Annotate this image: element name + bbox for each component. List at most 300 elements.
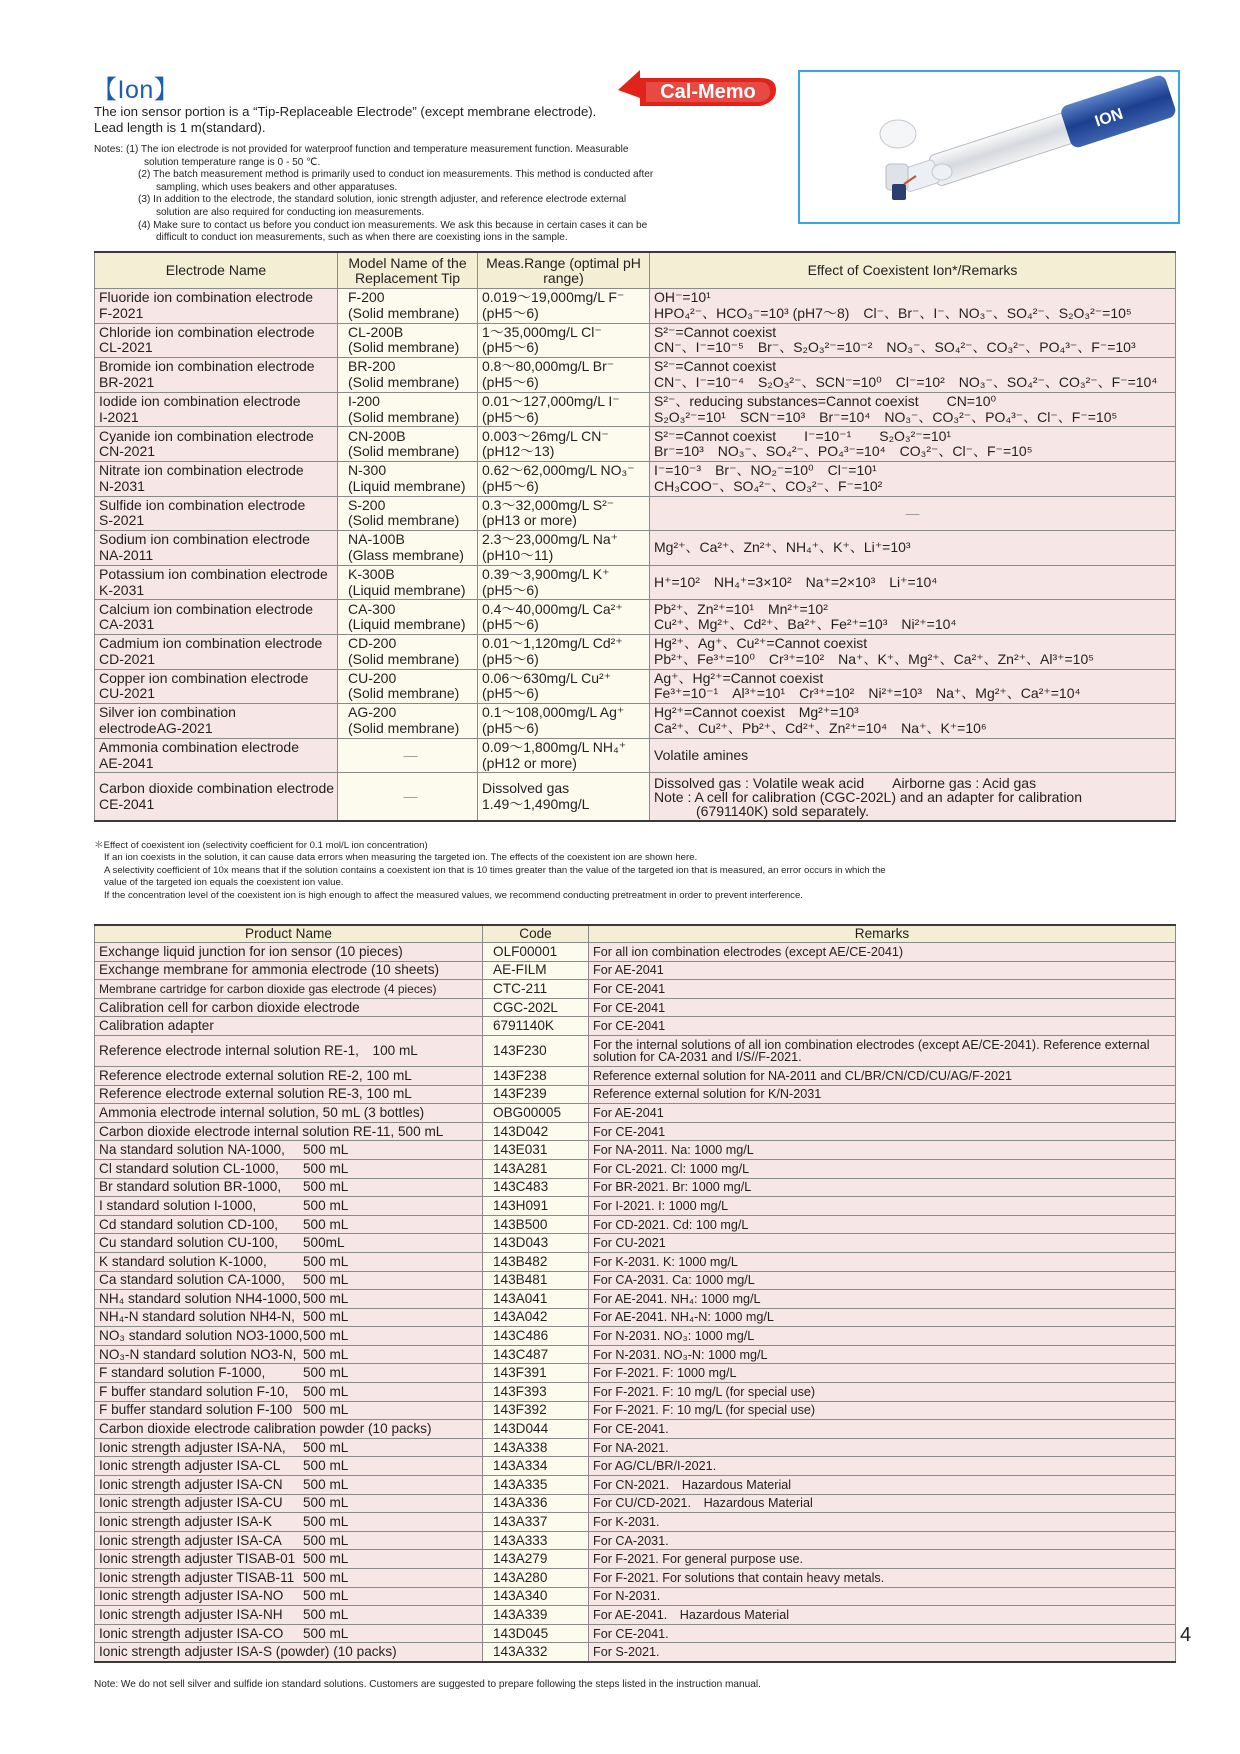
product-name (95, 1066, 483, 1085)
replacement-tip-line: CD-200 (348, 635, 397, 652)
product-remarks: Reference external solution for K/N-2031 (589, 1085, 1176, 1104)
meas-range-line: 0.06～630mg/L Cu²⁺ (482, 669, 612, 686)
replacement-tip (338, 738, 478, 773)
coexistent-effect (650, 461, 1176, 496)
product-name-text: Cu standard solution CU-100, (99, 1235, 279, 1251)
coexistent-effect-line: HPO₄²⁻、HCO₃⁻=10³ (pH7～8) Cl⁻、Br⁻、I⁻、NO₃⁻、SO₄²⁻、S₂O₃²⁻=10⁵ (654, 304, 1132, 321)
electrode-name-line: BR-2021 (99, 373, 155, 390)
product-remarks: For CE-2041 (589, 1122, 1176, 1141)
product-remarks: For K-2031. K: 1000 mg/L (589, 1252, 1176, 1271)
table-row (95, 1327, 1176, 1346)
replacement-tip (338, 704, 478, 739)
electrode-name-line: Ammonia combination electrode (99, 738, 299, 755)
cal-memo-label: Cal-Memo (660, 81, 756, 103)
product-code: AE-FILM (483, 961, 589, 980)
product-name-text: Ionic strength adjuster ISA-NH (99, 1606, 283, 1622)
meas-range (478, 704, 650, 739)
note-line: solution temperature range is 0 - 50 ℃. (144, 156, 321, 168)
product-code: 143F392 (483, 1401, 589, 1420)
meas-range-line: (pH5～6) (482, 719, 539, 736)
table-row (95, 669, 1176, 704)
product-code: 143A279 (483, 1550, 589, 1569)
electrode-name-line: Silver ion combination (99, 704, 236, 721)
product-name (95, 1085, 483, 1104)
electrode-name-line: Cadmium ion combination electrode (99, 635, 323, 652)
replacement-tip (338, 565, 478, 600)
coexistent-effect-line: Hg²⁺=Cannot coexist Mg²⁺=10³ (654, 704, 859, 721)
product-remarks: For CE-2041. (589, 1624, 1176, 1643)
meas-range-line: (pH5～6) (482, 650, 539, 667)
meas-range-line: (pH5～6) (482, 304, 539, 321)
meas-range-line: 0.01～1,120mg/L Cd²⁺ (482, 635, 623, 652)
product-name-text: Ionic strength adjuster ISA-NO (99, 1588, 284, 1604)
product-name (95, 1159, 483, 1178)
coexistent-note-line: ＊Effect of coexistent ion (selectivity coefficient for 0.1 mol/L ion concentration) (94, 840, 428, 851)
note-line: (4) Make sure to contact us before you conduct ion measurements. We ask this because in certain cases it can be (138, 219, 648, 231)
coexistent-effect (650, 323, 1176, 358)
table-row (95, 1345, 1176, 1364)
product-name (95, 1122, 483, 1141)
meas-range-line: 0.019～19,000mg/L F⁻ (482, 289, 625, 306)
meas-range-line: (pH12～13) (482, 443, 555, 460)
header-code: Code (483, 925, 589, 943)
product-volume: 500 mL (303, 1402, 349, 1418)
product-name (95, 1197, 483, 1216)
table-row (95, 1308, 1176, 1327)
table-row (95, 1178, 1176, 1197)
footer-note: Note: We do not sell silver and sulfide ion standard solutions. Customers are suggested to prepare following the steps listed in the instruction manual. (94, 1679, 761, 1690)
table-row (95, 738, 1176, 773)
product-name (95, 1364, 483, 1383)
table-row (95, 461, 1176, 496)
product-code: 143F230 (483, 1035, 589, 1066)
product-name-text: Br standard solution BR-1000, (99, 1179, 282, 1195)
product-name (95, 1420, 483, 1439)
replacement-tip-line: CA-300 (348, 600, 396, 617)
table-row (95, 980, 1176, 999)
replacement-tip-line: (Solid membrane) (348, 304, 460, 321)
replacement-tip-line: CN-200B (348, 427, 406, 444)
meas-range-line: (pH5～6) (482, 408, 539, 425)
coexistent-effect-line: OH⁻=10¹ (654, 289, 711, 306)
table-row (95, 704, 1176, 739)
product-name-text: Exchange liquid junction for ion sensor (10 pieces) (99, 943, 403, 959)
product-remarks: For K-2031. (589, 1513, 1176, 1532)
product-remarks: For AG/CL/BR/I-2021. (589, 1457, 1176, 1476)
product-name-text: Ammonia electrode internal solution, 50 mL (3 bottles) (99, 1104, 425, 1120)
note-line: Notes: (1) The ion electrode is not provided for waterproof function and temperature measurement function. Measurable (94, 144, 629, 155)
product-code: OBG00005 (483, 1104, 589, 1123)
replacement-tip (338, 600, 478, 635)
meas-range-line: (pH13 or more) (482, 512, 577, 529)
coexistent-effect (650, 773, 1176, 822)
replacement-tip-line: CU-200 (348, 669, 397, 686)
table-row (95, 1587, 1176, 1606)
table-row (95, 1290, 1176, 1309)
product-code: OLF00001 (483, 943, 589, 962)
product-code: 143F391 (483, 1364, 589, 1383)
coexistent-effect-line: Volatile amines (654, 746, 749, 763)
product-code: 143F238 (483, 1066, 589, 1085)
meas-range (478, 634, 650, 669)
coexistent-effect-line: Dissolved gas : Volatile weak acid Airborne gas : Acid gas (654, 774, 1037, 791)
electrode-name-line: Chloride ion combination electrode (99, 323, 315, 340)
table-row (95, 943, 1176, 962)
product-name-text: F standard solution F-1000, (99, 1365, 266, 1381)
meas-range-line: 0.01～127,000mg/L I⁻ (482, 392, 620, 409)
product-volume: 500 mL (303, 1216, 349, 1232)
replacement-tip-line: CL-200B (348, 323, 404, 340)
table-row (95, 392, 1176, 427)
product-code: 143D044 (483, 1420, 589, 1439)
meas-range-line: 0.3～32,000mg/L S²⁻ (482, 496, 615, 513)
product-volume: 500 mL (303, 1365, 349, 1381)
coexistent-effect-line: Hg²⁺、Ag⁺、Cu²⁺=Cannot coexist (654, 635, 868, 652)
product-name (95, 1252, 483, 1271)
product-name-text: Ca standard solution CA-1000, (99, 1272, 285, 1288)
table-row (95, 1513, 1176, 1532)
product-remarks: For I-2021. I: 1000 mg/L (589, 1197, 1176, 1216)
meas-range-line: (pH5～6) (482, 339, 539, 356)
note-line: sampling, which uses beakers and other apparatuses. (156, 181, 398, 193)
meas-range-line: 0.1～108,000mg/L Ag⁺ (482, 704, 625, 721)
product-name (95, 961, 483, 980)
coexistent-effect-line: Pb²⁺、Fe³⁺=10⁰ Cr³⁺=10² Na⁺、K⁺、Mg²⁺、Ca²⁺、Zn²⁺、Al³⁺=10⁵ (654, 650, 1095, 667)
product-remarks: For NA-2011. Na: 1000 mg/L (589, 1141, 1176, 1160)
table-row (95, 496, 1176, 531)
product-volume: 500 mL (303, 1290, 349, 1306)
product-name (95, 1476, 483, 1495)
replacement-tip-line: (Liquid membrane) (348, 616, 466, 633)
product-remarks: For CL-2021. Cl: 1000 mg/L (589, 1159, 1176, 1178)
product-remarks: For AE-2041 (589, 1104, 1176, 1123)
product-volume: 500 mL (303, 1551, 349, 1567)
coexistent-effect (650, 704, 1176, 739)
replacement-tip-line: K-300B (348, 565, 395, 582)
table-row (95, 1085, 1176, 1104)
coexistent-effect (650, 427, 1176, 462)
product-name (95, 1178, 483, 1197)
product-name-text: Cl standard solution CL-1000, (99, 1160, 279, 1176)
product-name (95, 1017, 483, 1036)
product-code: 143B500 (483, 1215, 589, 1234)
coexistent-effect (650, 289, 1176, 324)
header-effect: Effect of Coexistent Ion*/Remarks (650, 252, 1176, 289)
product-name (95, 943, 483, 962)
electrode-name (95, 634, 338, 669)
electrode-name (95, 773, 338, 822)
product-name-text: Ionic strength adjuster ISA-CN (99, 1476, 283, 1492)
product-name-text: K standard solution K-1000, (99, 1253, 267, 1269)
product-code: 143A337 (483, 1513, 589, 1532)
coexistent-note-line: If an ion coexists in the solution, it can cause data errors when measuring the targeted ion. The effects of the coexistent ion are shown here. (104, 852, 698, 864)
product-name (95, 1513, 483, 1532)
product-remarks: For CE-2041 (589, 998, 1176, 1017)
product-name-text: Ionic strength adjuster ISA-CU (99, 1495, 283, 1511)
product-volume: 500 mL (303, 1272, 349, 1288)
product-remarks: For CE-2041 (589, 1017, 1176, 1036)
replacement-tip-line: (Liquid membrane) (348, 477, 466, 494)
product-name (95, 1457, 483, 1476)
electrode-name-line: Potassium ion combination electrode (99, 565, 328, 582)
replacement-tip (338, 461, 478, 496)
table-row (95, 427, 1176, 462)
product-name (95, 1327, 483, 1346)
electrode-name-line: Cyanide ion combination electrode (99, 427, 314, 444)
replacement-tip-line: (Solid membrane) (348, 373, 460, 390)
page-number: 4 (1180, 1624, 1192, 1646)
replacement-tip (338, 634, 478, 669)
product-name (95, 1308, 483, 1327)
replacement-tip (338, 496, 478, 531)
table-row (95, 961, 1176, 980)
coexistent-effect-line: Pb²⁺、Zn²⁺=10¹ Mn²⁺=10² (654, 600, 828, 617)
coexistent-effect (650, 358, 1176, 393)
replacement-tip-line: S-200 (348, 496, 386, 513)
electrode-name-line: Sodium ion combination electrode (99, 531, 310, 548)
product-volume: 500 mL (303, 1606, 349, 1622)
product-code: 143A333 (483, 1531, 589, 1550)
table-row (95, 1271, 1176, 1290)
product-name (95, 1438, 483, 1457)
product-name (95, 998, 483, 1017)
electrode-name-line: F-2021 (99, 304, 144, 321)
product-name (95, 980, 483, 999)
meas-range-line: 0.8～80,000mg/L Br⁻ (482, 358, 615, 375)
intro-line: Lead length is 1 m(standard). (94, 120, 266, 135)
replacement-tip-line: (Solid membrane) (348, 408, 460, 425)
product-volume: 500 mL (303, 1346, 349, 1362)
replacement-tip-line: (Liquid membrane) (348, 581, 466, 598)
product-volume: 500 mL (303, 1458, 349, 1474)
product-code: 143D045 (483, 1624, 589, 1643)
electrode-name (95, 392, 338, 427)
replacement-tip-line: BR-200 (348, 358, 396, 375)
table-row (95, 1550, 1176, 1569)
coexistent-effect (650, 531, 1176, 566)
product-volume: 500 mL (303, 1253, 349, 1269)
product-name-text: Carbon dioxide electrode calibration powder (10 packs) (99, 1421, 432, 1437)
electrode-name (95, 669, 338, 704)
table-row (95, 1215, 1176, 1234)
electrode-name (95, 323, 338, 358)
product-name-text: Calibration cell for carbon dioxide electrode (99, 999, 360, 1015)
product-volume: 500 mL (303, 1328, 349, 1344)
product-remarks: For CU/CD-2021. Hazardous Material (589, 1494, 1176, 1513)
electrode-name-line: AE-2041 (99, 754, 154, 771)
product-name-text: NH₄-N standard solution NH4-N, (99, 1309, 295, 1325)
replacement-tip (338, 669, 478, 704)
replacement-tip-line: — (403, 746, 418, 763)
product-remarks: For F-2021. For solutions that contain heavy metals. (589, 1569, 1176, 1588)
product-name (95, 1141, 483, 1160)
meas-range (478, 669, 650, 704)
electrode-name-line: CL-2021 (99, 339, 153, 356)
product-remarks: For S-2021. (589, 1643, 1176, 1662)
product-remarks: For all ion combination electrodes (except AE/CE-2041) (589, 943, 1176, 962)
meas-range (478, 738, 650, 773)
product-name-text: Ionic strength adjuster ISA-S (powder) (10 packs) (99, 1644, 397, 1660)
meas-range (478, 531, 650, 566)
product-name-text: Reference electrode internal solution RE-1, 100 mL (99, 1042, 418, 1058)
header-electrode-name: Electrode Name (95, 252, 338, 289)
replacement-tip (338, 773, 478, 822)
table-row (95, 773, 1176, 822)
product-name-text: NO₃ standard solution NO3-1000, (99, 1328, 303, 1344)
electrode-name-line: Bromide ion combination electrode (99, 358, 315, 375)
product-code: 143A041 (483, 1290, 589, 1309)
meas-range-line: 0.4～40,000mg/L Ca²⁺ (482, 600, 623, 617)
electrode-name-line: Nitrate ion combination electrode (99, 462, 304, 479)
coexistent-effect (650, 565, 1176, 600)
product-remarks: For AE-2041. NH₄: 1000 mg/L (589, 1290, 1176, 1309)
coexistent-effect-line: S²⁻=Cannot coexist (654, 323, 777, 340)
coexistent-effect-line: S²⁻、reducing substances=Cannot coexist CN=10⁰ (654, 392, 997, 409)
table-row (95, 1494, 1176, 1513)
electrode-name-line: CU-2021 (99, 685, 156, 702)
product-code: 143B482 (483, 1252, 589, 1271)
product-name-text: Ionic strength adjuster ISA-CO (99, 1625, 284, 1641)
product-volume: 500 mL (303, 1514, 349, 1530)
intro-line: The ion sensor portion is a “Tip-Replaceable Electrode” (except membrane electrode). (94, 104, 597, 119)
electrode-name (95, 531, 338, 566)
replacement-tip-line: (Glass membrane) (348, 546, 464, 563)
table-row (95, 1197, 1176, 1216)
product-name (95, 1569, 483, 1588)
product-code: 143F393 (483, 1383, 589, 1402)
note-line: (2) The batch measurement method is primarily used to conduct ion measurements. This method is conducted after (138, 169, 654, 181)
product-table-body (95, 943, 1176, 1662)
electrode-name-line: Iodide ion combination electrode (99, 392, 301, 409)
table-row (95, 1122, 1176, 1141)
table-row (95, 998, 1176, 1017)
table-row (95, 531, 1176, 566)
electrode-name-line: Sulfide ion combination electrode (99, 496, 306, 513)
meas-range-line: 0.62～62,000mg/L NO₃⁻ (482, 462, 635, 479)
electrode-name-line: Calcium ion combination electrode (99, 600, 313, 617)
coexistent-effect-line: CN⁻、I⁻=10⁻⁵ Br⁻、S₂O₃²⁻=10⁻² NO₃⁻、SO₄²⁻、CO₃²⁻、PO₄³⁻、F⁻=10³ (654, 339, 1136, 356)
electrode-name-line: Fluoride ion combination electrode (99, 289, 314, 306)
meas-range (478, 289, 650, 324)
meas-range-line: Dissolved gas (482, 780, 570, 797)
meas-range-line: 1～35,000mg/L Cl⁻ (482, 323, 602, 340)
product-code: 143D043 (483, 1234, 589, 1253)
header-model-name: Model Name of the Replacement Tip (338, 252, 478, 289)
product-code: 143H091 (483, 1197, 589, 1216)
table-row (95, 1457, 1176, 1476)
electrode-name (95, 565, 338, 600)
product-code: 143C483 (483, 1178, 589, 1197)
product-remarks: For CA-2031. (589, 1531, 1176, 1550)
coexistent-effect-line: Ag⁺、Hg²⁺=Cannot coexist (654, 669, 824, 686)
product-name (95, 1383, 483, 1402)
product-remarks: For N-2031. NO₃-N: 1000 mg/L (589, 1345, 1176, 1364)
product-name-text: NH₄ standard solution NH4-1000, (99, 1290, 302, 1306)
product-name (95, 1624, 483, 1643)
product-remarks: For F-2021. F: 1000 mg/L (589, 1364, 1176, 1383)
electrode-name (95, 461, 338, 496)
product-name (95, 1401, 483, 1420)
replacement-tip (338, 427, 478, 462)
header-product-name: Product Name (95, 925, 483, 943)
product-name-text: NO₃-N standard solution NO3-N, (99, 1346, 297, 1362)
meas-range-line: 2.3～23,000mg/L Na⁺ (482, 531, 619, 548)
table-row (95, 1476, 1176, 1495)
product-name (95, 1215, 483, 1234)
product-code: 143D042 (483, 1122, 589, 1141)
product-code: 143C486 (483, 1327, 589, 1346)
product-volume: 500 mL (303, 1588, 349, 1604)
meas-range (478, 392, 650, 427)
product-remarks: For AE-2041. NH₄-N: 1000 mg/L (589, 1308, 1176, 1327)
product-volume: 500mL (303, 1235, 345, 1251)
product-remarks: For CE-2041 (589, 980, 1176, 999)
product-code: 6791140K (483, 1017, 589, 1036)
coexistent-effect-line: S²⁻=Cannot coexist (654, 358, 777, 375)
coexistent-effect (650, 600, 1176, 635)
note-line: solution are also required for conducting ion measurements. (156, 206, 425, 218)
electrode-name-line: CA-2031 (99, 616, 155, 633)
meas-range (478, 358, 650, 393)
table-row (95, 1438, 1176, 1457)
sensor-illustration (800, 72, 1178, 222)
product-remarks: For CD-2021. Cd: 100 mg/L (589, 1215, 1176, 1234)
product-remarks: For CU-2021 (589, 1234, 1176, 1253)
product-code: 143A338 (483, 1438, 589, 1457)
product-code: 143A339 (483, 1606, 589, 1625)
table-row (95, 1606, 1176, 1625)
product-code: 143A335 (483, 1476, 589, 1495)
table-row (95, 1569, 1176, 1588)
replacement-tip-line: (Solid membrane) (348, 443, 460, 460)
product-code: CGC-202L (483, 998, 589, 1017)
product-name-text: I standard solution I-1000, (99, 1197, 257, 1213)
table-row (95, 600, 1176, 635)
electrode-name (95, 496, 338, 531)
product-volume: 500 mL (303, 1383, 349, 1399)
meas-range-line: (pH10～11) (482, 546, 554, 563)
coexistent-effect-line: (6791140K) sold separately. (696, 802, 870, 819)
product-name-text: F buffer standard solution F-100 (99, 1402, 293, 1418)
product-remarks: For CA-2031. Ca: 1000 mg/L (589, 1271, 1176, 1290)
coexistent-effect-line: Cu²⁺、Mg²⁺、Cd²⁺、Ba²⁺、Fe²⁺=10³ Ni²⁺=10⁴ (654, 616, 957, 633)
electrode-name (95, 427, 338, 462)
product-name (95, 1345, 483, 1364)
electrode-name (95, 358, 338, 393)
meas-range-line: (pH5～6) (482, 616, 539, 633)
product-name-text: Membrane cartridge for carbon dioxide gas electrode (4 pieces) (99, 981, 437, 996)
coexistent-effect-line: Mg²⁺、Ca²⁺、Zn²⁺、NH₄⁺、K⁺、Li⁺=10³ (654, 539, 911, 556)
meas-range-line: (pH5～6) (482, 685, 539, 702)
electrode-name-line: S-2021 (99, 512, 145, 529)
coexistent-effect-line: Ca²⁺、Cu²⁺、Pb²⁺、Cd²⁺、Zn²⁺=10⁴ Na⁺、K⁺=10⁶ (654, 719, 987, 736)
electrode-name-line: CN-2021 (99, 443, 156, 460)
product-table (94, 924, 1176, 1663)
meas-range-line: 0.003～26mg/L CN⁻ (482, 427, 609, 444)
product-code: 143A042 (483, 1308, 589, 1327)
electrode-table-body (95, 289, 1176, 822)
product-name (95, 1271, 483, 1290)
product-remarks: For F-2021. F: 10 mg/L (for special use) (589, 1383, 1176, 1402)
replacement-tip-line: AG-200 (348, 704, 397, 721)
coexistent-effect (650, 496, 1176, 531)
product-code: 143A334 (483, 1457, 589, 1476)
product-name-text: Reference electrode external solution RE-2, 100 mL (99, 1067, 412, 1083)
replacement-tip-line: NA-100B (348, 531, 405, 548)
ion-sensor-photo (798, 70, 1180, 224)
product-code: 143A280 (483, 1569, 589, 1588)
table-row (95, 1401, 1176, 1420)
